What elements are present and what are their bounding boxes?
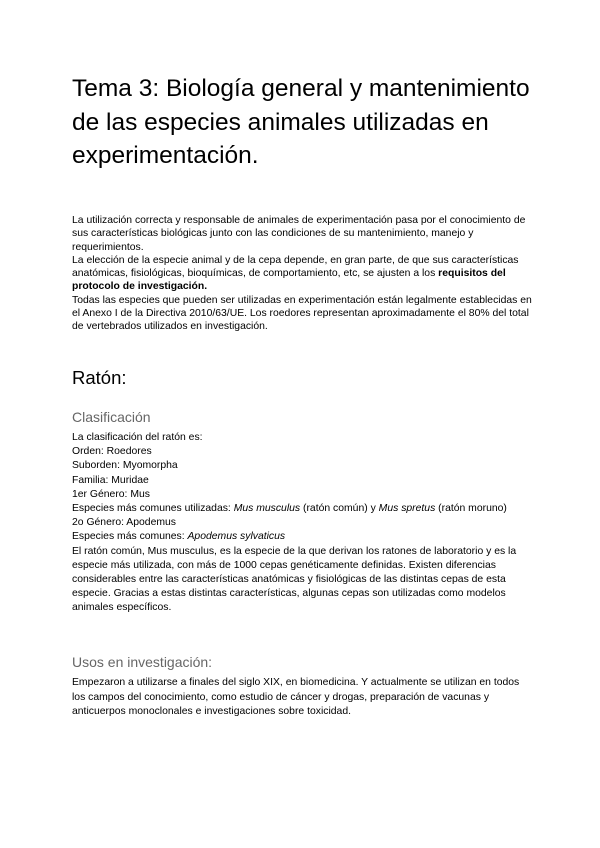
species-mus-musculus: Mus musculus [233,503,301,515]
intro-paragraph-1: La utilización correcta y responsable de animales de experimentación pasa por el conocimiento de sus características biológicas junto con las condiciones de su mantenimiento, manejo y requerimientos. [72,215,526,253]
especies-1-middle: (ratón común) y [300,503,379,515]
intro-paragraph-2 [72,254,532,294]
clasificacion-intro: La clasificación del ratón es: [72,432,203,443]
section-heading-raton: Ratón: [72,367,127,388]
protocol-requirements-bold: requisitos del protocolo de investigación. [72,268,506,293]
clasificacion-orden: Orden: Roedores [72,446,152,458]
clasificacion-familia: Familia: Muridae [72,474,149,486]
clasificacion-especies-2 [72,530,534,544]
clasificacion-block [72,431,534,616]
subheading-usos: Usos en investigación: [72,654,213,670]
especies-1-prefix: Especies más comunes utilizadas: [72,503,234,515]
subheading-clasificacion: Clasificación [72,409,151,425]
species-mus-spretus: Mus spretus [378,503,436,515]
clasificacion-descripcion: El ratón común, Mus musculus, es la especie de la que derivan los ratones de laboratorio y es la especie más utilizada, con más de 1000 cepas genéticamente definidas. Existen diferencias considerables entre las características anatómicas y fisiológicas de las distintas cepas de esta especie. Gracias a estas distintas características, algunas cepas son utilizadas como modelos animales específicos. [72,545,517,614]
especies-1-suffix: (ratón moruno) [435,503,507,515]
usos-block [72,676,534,720]
intro-paragraph-3: Todas las especies que pueden ser utilizadas en experimentación están legalmente establecidas en el Anexo I de la Directiva 2010/63/UE. Los roedores representan aproximadamente el 80% del total de vertebrados utilizados en investigación. [72,294,532,333]
clasificacion-genero-2: 2o Género: Apodemus [72,517,176,529]
usos-text: Empezaron a utilizarse a finales del siglo XIX, en biomedicina. Y actualmente se utilizan en todos los campos del conocimiento, como estudio de cáncer y drogas, preparación de vacunas y anticuerpos monoclonales e investigaciones sobre toxicidad. [72,677,520,717]
clasificacion-suborden: Suborden: Myomorpha [72,460,178,472]
intro-paragraph-2-text: La elección de la especie animal y de la cepa depende, en gran parte, de que sus características anatómicas, fisiológicas, bioquímicas, de comportamiento, etc, se ajusten a los [72,254,519,280]
especies-2-prefix: Especies más comunes: [72,531,188,543]
species-apodemus-sylvaticus: Apodemus sylvaticus [187,531,286,543]
intro-section [72,214,532,334]
document-title: Tema 3: Biología general y mantenimiento de las especies animales utilizadas en experimentación. [72,75,530,169]
clasificacion-especies-1 [72,502,534,516]
clasificacion-genero-1: 1er Género: Mus [72,488,150,500]
